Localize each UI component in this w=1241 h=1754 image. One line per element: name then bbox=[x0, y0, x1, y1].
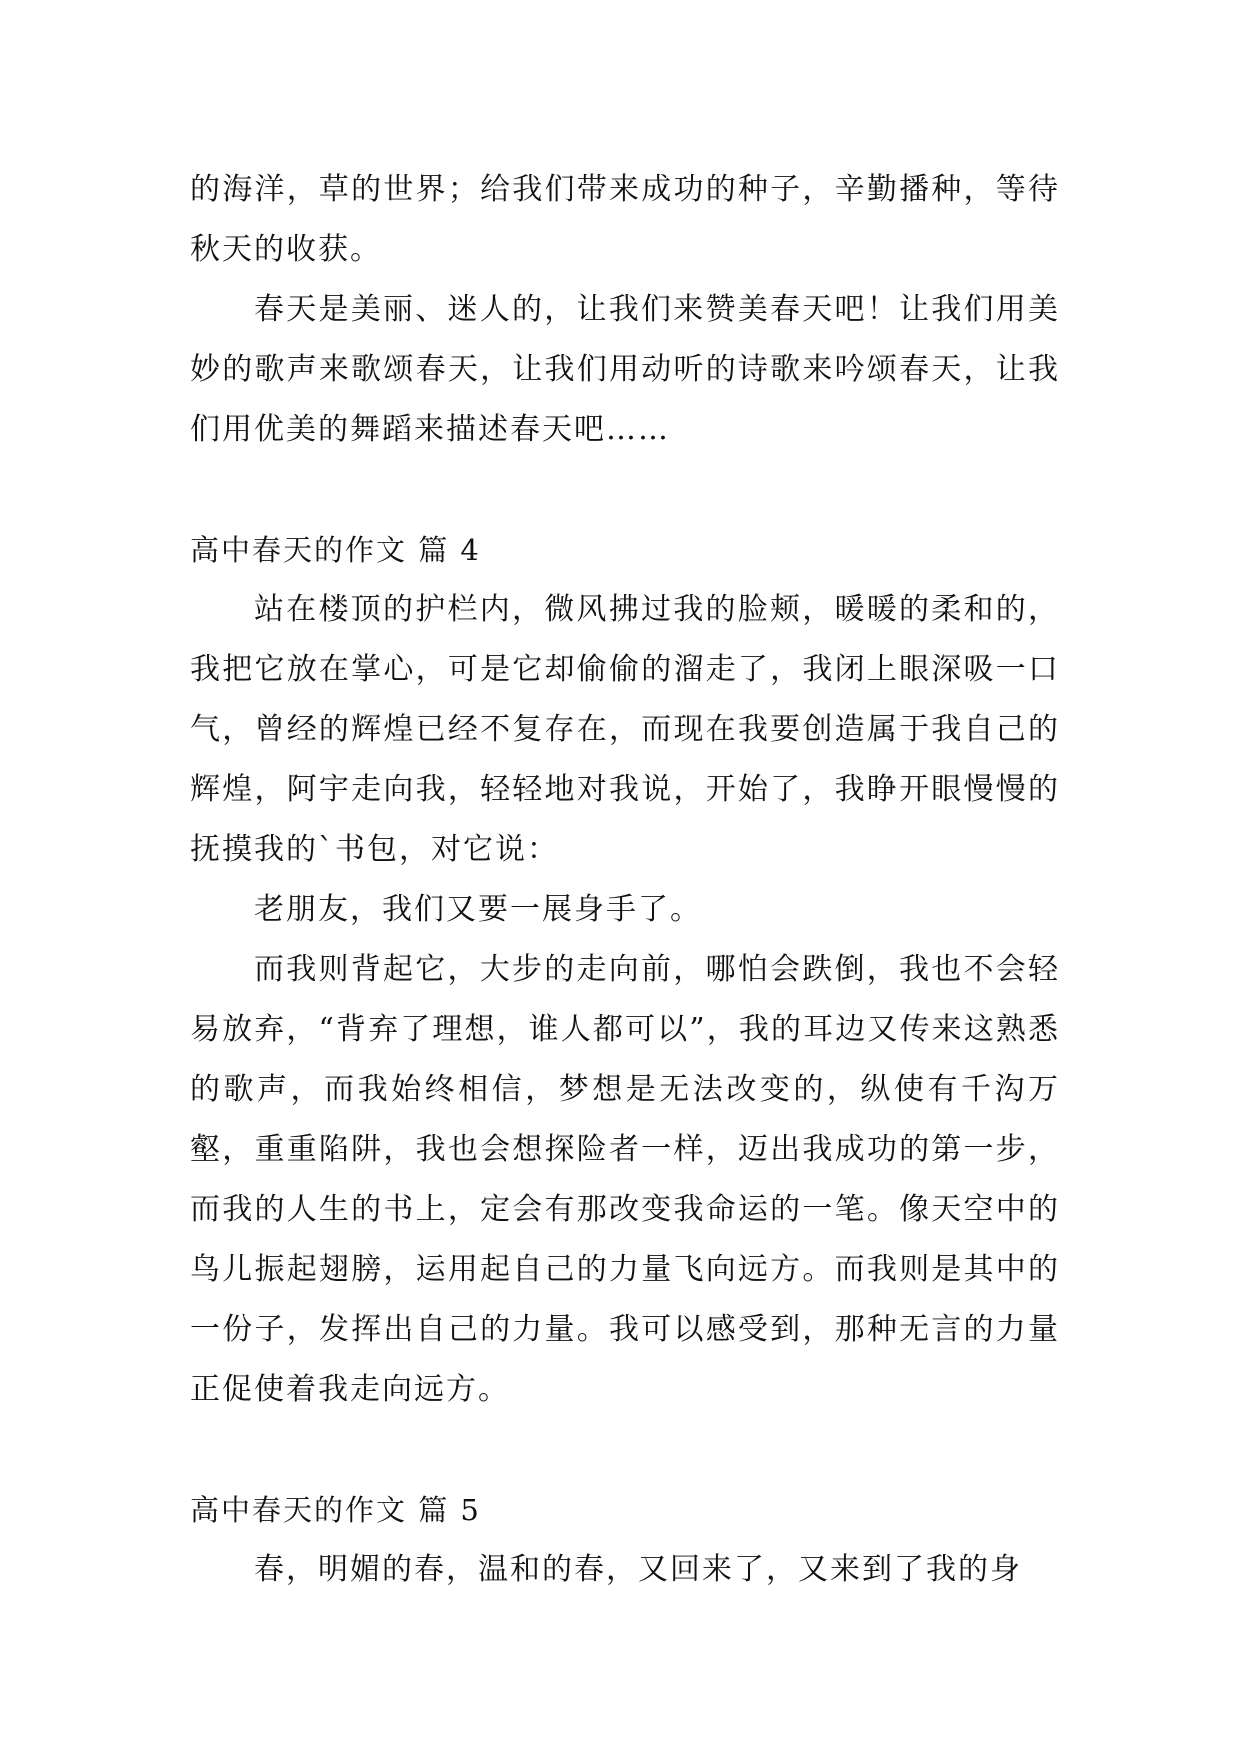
paragraph: 而我则背起它，大步的走向前，哪怕会跌倒，我也不会轻易放弃，“背弃了理想，谁人都可以”，我的耳边又传来这熟悉的歌声，而我始终相信，梦想是无法改变的，纵使有千沟万壑，重重陷阱，我也会想探险者一样，迈出我成功的第一步，而我的人生的书上，定会有那改变我命运的一笔。像天空中的鸟儿振起翅膀，运用起自己的力量飞向远方。而我则是其中的一份子，发挥出自己的力量。我可以感受到，那种无言的力量正促使着我走向远方。 bbox=[190, 952, 1060, 1407]
paragraph: 春，明媚的春，温和的春，又回来了，又来到了我的身 bbox=[254, 1552, 1022, 1587]
paragraph: 站在楼顶的护栏内，微风拂过我的脸颊，暖暖的柔和的，我把它放在掌心，可是它却偷偷的溜走了，我闭上眼深吸一口气，曾经的辉煌已经不复存在，而现在我要创造属于我自己的辉煌，阿宇走向我，轻轻地对我说，开始了，我睁开眼慢慢的抚摸我的`书包，对它说： bbox=[190, 592, 1060, 867]
section-spacer bbox=[190, 1420, 1060, 1480]
section-title-4: 高中春天的作文 篇 4 bbox=[190, 533, 481, 567]
paragraph-continued: 的海洋，草的世界；给我们带来成功的种子，辛勤播种，等待秋天的收获。 bbox=[190, 172, 1060, 267]
paragraph: 老朋友，我们又要一展身手了。 bbox=[254, 892, 702, 927]
document-body bbox=[190, 160, 1060, 1600]
section-title-5: 高中春天的作文 篇 5 bbox=[190, 1493, 481, 1527]
section-spacer bbox=[190, 460, 1060, 520]
paragraph: 春天是美丽、迷人的，让我们来赞美春天吧！让我们用美妙的歌声来歌颂春天，让我们用动听的诗歌来吟颂春天，让我们用优美的舞蹈来描述春天吧…… bbox=[190, 292, 1060, 447]
